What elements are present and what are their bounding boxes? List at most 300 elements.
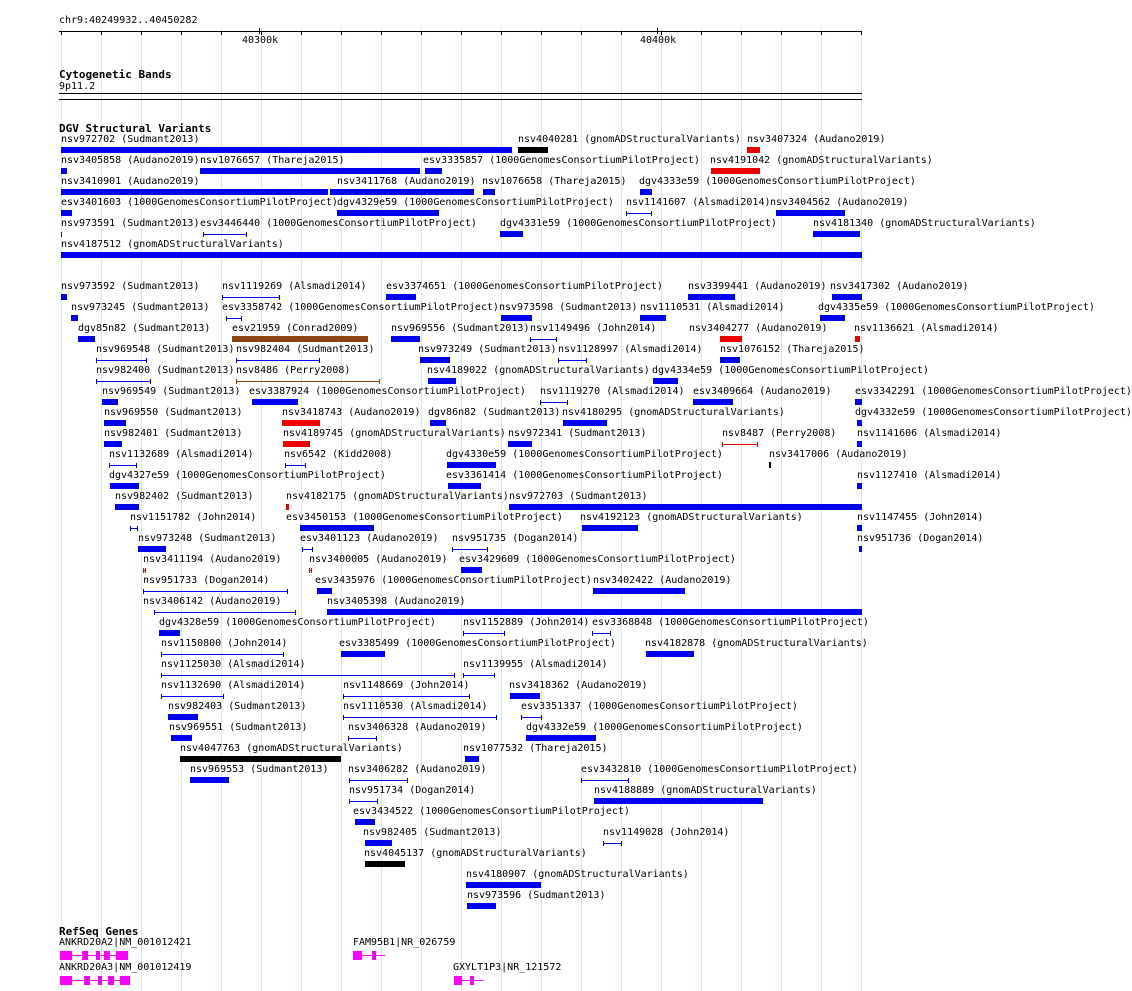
dgv-feature-bar[interactable]	[78, 336, 95, 342]
ruler-minor-tick	[661, 32, 662, 35]
dgv-feature-label[interactable]: esv3450153 (1000GenomesConsortiumPilotProject)	[286, 512, 563, 523]
dgv-feature-label[interactable]: esv3374651 (1000GenomesConsortiumPilotProject)	[386, 281, 663, 292]
dgv-feature-line[interactable]	[154, 612, 296, 613]
dgv-feature-label[interactable]: dgv4334e59 (1000GenomesConsortiumPilotProject)	[652, 365, 929, 376]
dgv-feature-label[interactable]: nsv1151782 (John2014)	[130, 512, 257, 523]
dgv-feature-label[interactable]: nsv3405398 (Audano2019)	[327, 596, 466, 607]
dgv-feature-label[interactable]: nsv3402422 (Audano2019)	[593, 575, 732, 586]
dgv-feature-bar[interactable]	[508, 441, 532, 447]
dgv-feature-line[interactable]	[236, 360, 320, 361]
dgv-feature-start-tick	[530, 337, 531, 342]
dgv-feature-bar[interactable]	[61, 147, 512, 153]
dgv-feature-label[interactable]: nsv3410901 (Audano2019)	[61, 176, 200, 187]
dgv-feature-bar[interactable]	[110, 483, 139, 489]
dgv-feature-label[interactable]: nsv973248 (Sudmant2013)	[138, 533, 277, 544]
dgv-feature-start-tick	[154, 610, 155, 615]
dgv-feature-label[interactable]: esv3385499 (1000GenomesConsortiumPilotProject)	[339, 638, 616, 649]
dgv-feature-line[interactable]	[558, 360, 587, 361]
cytoband-top-line	[59, 93, 862, 94]
dgv-feature-label[interactable]: nsv1149028 (John2014)	[603, 827, 730, 838]
dgv-feature-label[interactable]: esv3429609 (1000GenomesConsortiumPilotProject)	[459, 554, 736, 565]
dgv-feature-end-tick	[150, 379, 151, 384]
ruler-minor-tick	[261, 32, 262, 35]
dgv-feature-end-tick	[504, 631, 505, 636]
dgv-feature-label[interactable]: nsv4181340 (gnomADStructuralVariants)	[813, 218, 1036, 229]
dgv-feature-line[interactable]	[143, 591, 288, 592]
dgv-feature-label[interactable]: nsv1119269 (Alsmadi2014)	[222, 281, 367, 292]
dgv-feature-label[interactable]: nsv969553 (Sudmant2013)	[190, 764, 329, 775]
dgv-feature-label[interactable]: nsv4192123 (gnomADStructuralVariants)	[580, 512, 803, 523]
dgv-feature-start-tick	[452, 547, 453, 552]
dgv-feature-bar[interactable]	[102, 399, 118, 405]
dgv-feature-label[interactable]: nsv982402 (Sudmant2013)	[115, 491, 254, 502]
dgv-feature-line[interactable]	[581, 780, 629, 781]
cytoband-label[interactable]: 9p11.2	[59, 81, 96, 92]
dgv-feature-line[interactable]	[343, 717, 497, 718]
dgv-feature-bar[interactable]	[327, 609, 862, 615]
dgv-feature-start-tick	[540, 400, 541, 405]
dgv-feature-bar[interactable]	[61, 252, 862, 258]
dgv-feature-label[interactable]: nsv982403 (Sudmant2013)	[168, 701, 307, 712]
dgv-feature-label[interactable]: nsv3418362 (Audano2019)	[509, 680, 648, 691]
dgv-feature-label[interactable]: nsv1149496 (John2014)	[530, 323, 657, 334]
dgv-feature-bar[interactable]	[391, 336, 420, 342]
dgv-feature-end-tick	[223, 694, 224, 699]
dgv-feature-label[interactable]: nsv973598 (Sudmant2013)	[499, 302, 638, 313]
dgv-feature-label[interactable]: nsv973592 (Sudmant2013)	[61, 281, 200, 292]
dgv-feature-label[interactable]: nsv4189745 (gnomADStructuralVariants)	[283, 428, 506, 439]
dgv-feature-bar[interactable]	[283, 441, 310, 447]
dgv-feature-label[interactable]: nsv969548 (Sudmant2013)	[96, 344, 235, 355]
dgv-feature-line[interactable]	[603, 843, 622, 844]
dgv-feature-line[interactable]	[96, 360, 147, 361]
dgv-feature-label[interactable]: nsv969549 (Sudmant2013)	[102, 386, 241, 397]
dgv-feature-label[interactable]: dgv86n82 (Sudmant2013)	[428, 407, 561, 418]
dgv-feature-bar[interactable]	[646, 651, 694, 657]
dgv-feature-label[interactable]: nsv3404277 (Audano2019)	[689, 323, 828, 334]
ruler-tick-40300k: 40300k	[242, 35, 279, 46]
dgv-feature-bar[interactable]	[286, 504, 289, 510]
ruler-minor-tick	[701, 32, 702, 35]
dgv-feature-bar[interactable]	[563, 420, 607, 426]
dgv-feature-label[interactable]: nsv4182878 (gnomADStructuralVariants)	[645, 638, 868, 649]
dgv-feature-label[interactable]: esv3351337 (1000GenomesConsortiumPilotProject)	[521, 701, 798, 712]
dgv-feature-end-tick	[137, 526, 138, 531]
dgv-feature-end-tick	[556, 337, 557, 342]
dgv-feature-bar[interactable]	[115, 504, 139, 510]
dgv-feature-label[interactable]: dgv4332e59 (1000GenomesConsortiumPilotProject)	[526, 722, 803, 733]
dgv-feature-label[interactable]: nsv3400005 (Audano2019)	[309, 554, 448, 565]
ruler-location: chr9:40249932..40450282	[59, 15, 198, 26]
ruler-minor-tick	[341, 32, 342, 35]
dgv-feature-label[interactable]: nsv1110530 (Alsmadi2014)	[343, 701, 488, 712]
dgv-feature-start-tick	[309, 568, 310, 573]
dgv-feature-label[interactable]: nsv1128997 (Alsmadi2014)	[558, 344, 703, 355]
ruler-minor-tick	[461, 32, 462, 35]
dgv-feature-label[interactable]: nsv972702 (Sudmant2013)	[61, 134, 200, 145]
dgv-feature-start-tick	[143, 568, 144, 573]
dgv-feature-line[interactable]	[343, 696, 470, 697]
refseq-gene-exon[interactable]	[98, 976, 102, 985]
dgv-feature-label[interactable]: nsv1147455 (John2014)	[857, 512, 984, 523]
dgv-feature-bar[interactable]	[500, 231, 523, 237]
ruler-minor-tick	[61, 32, 62, 35]
dgv-feature-start-tick	[349, 799, 350, 804]
dgv-feature-line[interactable]	[626, 213, 652, 214]
dgv-feature-label[interactable]: nsv1136621 (Alsmadi2014)	[854, 323, 999, 334]
dgv-feature-label[interactable]: nsv4191042 (gnomADStructuralVariants)	[710, 155, 933, 166]
dgv-feature-bar[interactable]	[640, 315, 666, 321]
dgv-feature-bar[interactable]	[769, 462, 771, 468]
dgv-feature-bar[interactable]	[857, 441, 862, 447]
dgv-feature-bar[interactable]	[653, 378, 678, 384]
dgv-feature-label[interactable]: nsv973245 (Sudmant2013)	[71, 302, 210, 313]
dgv-feature-label[interactable]: esv3401603 (1000GenomesConsortiumPilotProject)	[61, 197, 338, 208]
dgv-feature-line[interactable]	[349, 780, 408, 781]
dgv-feature-bar[interactable]	[640, 189, 652, 195]
dgv-feature-line[interactable]	[203, 234, 247, 235]
dgv-feature-bar[interactable]	[355, 819, 375, 825]
dgv-feature-bar[interactable]	[61, 168, 67, 174]
dgv-feature-bar[interactable]	[386, 294, 416, 300]
dgv-feature-bar[interactable]	[465, 756, 479, 762]
dgv-feature-label[interactable]: dgv4328e59 (1000GenomesConsortiumPilotProject)	[159, 617, 436, 628]
dgv-feature-label[interactable]: nsv4189022 (gnomADStructuralVariants)	[427, 365, 650, 376]
dgv-feature-label[interactable]: dgv4332e59 (1000GenomesConsortiumPilotProject)	[855, 407, 1132, 418]
dgv-feature-bar[interactable]	[365, 861, 405, 867]
dgv-feature-label[interactable]: nsv973591 (Sudmant2013)	[61, 218, 200, 229]
dgv-feature-bar[interactable]	[341, 651, 385, 657]
dgv-feature-label[interactable]: nsv3406142 (Audano2019)	[143, 596, 282, 607]
dgv-feature-label[interactable]: esv3335857 (1000GenomesConsortiumPilotProject)	[423, 155, 700, 166]
dgv-feature-label[interactable]: nsv1139955 (Alsmadi2014)	[463, 659, 608, 670]
dgv-feature-label[interactable]: nsv1076658 (Thareja2015)	[482, 176, 627, 187]
dgv-feature-bar[interactable]	[467, 903, 496, 909]
dgv-feature-line[interactable]	[109, 465, 137, 466]
dgv-feature-label[interactable]: nsv4045137 (gnomADStructuralVariants)	[364, 848, 587, 859]
dgv-feature-line[interactable]	[348, 738, 377, 739]
ruler-major-tick	[259, 28, 260, 34]
dgv-feature-bar[interactable]	[859, 546, 862, 552]
dgv-feature-end-tick	[287, 589, 288, 594]
refseq-gene-exon[interactable]	[372, 951, 376, 960]
refseq-gene-exon[interactable]	[104, 951, 110, 960]
refseq-gene-exon[interactable]	[60, 976, 72, 985]
dgv-feature-bar[interactable]	[501, 315, 532, 321]
dgv-feature-label[interactable]: dgv4331e59 (1000GenomesConsortiumPilotProject)	[500, 218, 777, 229]
dgv-feature-start-tick	[348, 736, 349, 741]
dgv-feature-line[interactable]	[463, 675, 495, 676]
dgv-feature-line[interactable]	[452, 549, 488, 550]
dgv-feature-label[interactable]: nsv972341 (Sudmant2013)	[508, 428, 647, 439]
gridline	[101, 28, 102, 991]
dgv-feature-start-tick	[463, 673, 464, 678]
dgv-feature-label[interactable]: nsv951736 (Dogan2014)	[857, 533, 984, 544]
ruler-major-tick	[657, 28, 658, 34]
dgv-feature-bar[interactable]	[200, 168, 420, 174]
dgv-feature-bar[interactable]	[61, 189, 328, 195]
dgv-feature-bar[interactable]	[720, 357, 740, 363]
dgv-feature-end-tick	[651, 211, 652, 216]
dgv-feature-bar[interactable]	[337, 210, 439, 216]
dgv-feature-label[interactable]: esv3446440 (1000GenomesConsortiumPilotProject)	[200, 218, 477, 229]
dgv-feature-label[interactable]: nsv6542 (Kidd2008)	[284, 449, 393, 460]
dgv-feature-line[interactable]	[161, 696, 224, 697]
dgv-feature-label[interactable]: nsv1127410 (Alsmadi2014)	[857, 470, 1002, 481]
dgv-feature-bar[interactable]	[461, 567, 482, 573]
refseq-gene-label[interactable]: GXYLT1P3|NR_121572	[453, 962, 562, 973]
dgv-feature-label[interactable]: nsv1077532 (Thareja2015)	[463, 743, 608, 754]
refseq-gene-exon[interactable]	[60, 951, 72, 960]
refseq-gene-exon[interactable]	[116, 951, 128, 960]
dgv-feature-bar[interactable]	[582, 525, 638, 531]
dgv-feature-label[interactable]: nsv3417302 (Audano2019)	[830, 281, 969, 292]
dgv-feature-label[interactable]: esv3342291 (1000GenomesConsortiumPilotProject)	[855, 386, 1132, 397]
dgv-feature-label[interactable]: nsv1076152 (Thareja2015)	[720, 344, 865, 355]
dgv-feature-label[interactable]: nsv4040281 (gnomADStructuralVariants)	[518, 134, 741, 145]
refseq-gene-exon[interactable]	[96, 951, 100, 960]
dgv-feature-bar[interactable]	[855, 399, 862, 405]
refseq-gene-exon[interactable]	[470, 976, 474, 985]
dgv-feature-bar[interactable]	[171, 735, 192, 741]
dgv-feature-label[interactable]: nsv8487 (Perry2008)	[722, 428, 837, 439]
dgv-feature-label[interactable]: esv3387924 (1000GenomesConsortiumPilotProject)	[249, 386, 526, 397]
dgv-feature-label[interactable]: dgv85n82 (Sudmant2013)	[78, 323, 211, 334]
dgv-feature-label[interactable]: dgv4335e59 (1000GenomesConsortiumPilotProject)	[818, 302, 1095, 313]
dgv-feature-bar[interactable]	[720, 336, 742, 342]
dgv-feature-label[interactable]: esv3358742 (1000GenomesConsortiumPilotProject)	[222, 302, 499, 313]
dgv-feature-label[interactable]: nsv1110531 (Alsmadi2014)	[640, 302, 785, 313]
dgv-feature-bar[interactable]	[447, 462, 496, 468]
dgv-feature-line[interactable]	[592, 633, 611, 634]
dgv-feature-label[interactable]: nsv3411194 (Audano2019)	[143, 554, 282, 565]
dgv-feature-label[interactable]: esv21959 (Conrad2009)	[232, 323, 359, 334]
dgv-feature-label[interactable]: esv3434522 (1000GenomesConsortiumPilotProject)	[353, 806, 630, 817]
dgv-feature-bar[interactable]	[448, 483, 481, 489]
dgv-feature-bar[interactable]	[776, 210, 845, 216]
dgv-feature-line[interactable]	[349, 801, 378, 802]
dgv-feature-bar[interactable]	[747, 147, 760, 153]
dgv-feature-bar[interactable]	[232, 336, 368, 342]
dgv-feature-label[interactable]: dgv4329e59 (1000GenomesConsortiumPilotProject)	[337, 197, 614, 208]
dgv-feature-bar[interactable]	[317, 588, 332, 594]
dgv-feature-label[interactable]: esv3361414 (1000GenomesConsortiumPilotProject)	[446, 470, 723, 481]
dgv-feature-end-tick	[469, 694, 470, 699]
dgv-feature-bar[interactable]	[688, 294, 735, 300]
dgv-feature-label[interactable]: nsv4187512 (gnomADStructuralVariants)	[61, 239, 284, 250]
dgv-feature-bar[interactable]	[466, 882, 541, 888]
dgv-feature-label[interactable]: nsv4182175 (gnomADStructuralVariants)	[286, 491, 509, 502]
dgv-feature-bar[interactable]	[518, 147, 548, 153]
refseq-gene-exon[interactable]	[84, 976, 90, 985]
refseq-gene-label[interactable]: ANKRD20A3|NM_001012419	[59, 962, 192, 973]
ruler-minor-tick	[301, 32, 302, 35]
dgv-feature-start-tick	[558, 358, 559, 363]
dgv-feature-line[interactable]	[96, 381, 151, 382]
dgv-feature-label[interactable]: esv3368848 (1000GenomesConsortiumPilotProject)	[592, 617, 869, 628]
refseq-gene-exon[interactable]	[82, 951, 88, 960]
dgv-feature-bar[interactable]	[832, 294, 862, 300]
dgv-feature-bar[interactable]	[282, 420, 320, 426]
gridline	[181, 28, 182, 991]
dgv-feature-bar[interactable]	[857, 525, 862, 531]
dgv-feature-label[interactable]: nsv1076657 (Thareja2015)	[200, 155, 345, 166]
dgv-feature-bar[interactable]	[252, 399, 298, 405]
dgv-feature-line[interactable]	[463, 633, 505, 634]
dgv-feature-label[interactable]: nsv3407324 (Audano2019)	[747, 134, 886, 145]
dgv-feature-bar[interactable]	[61, 294, 67, 300]
cytoband-track-title: Cytogenetic Bands	[59, 68, 172, 81]
ruler-minor-tick	[741, 32, 742, 35]
dgv-feature-bar[interactable]	[159, 630, 180, 636]
dgv-feature-bar[interactable]	[857, 483, 862, 489]
dgv-feature-label[interactable]: dgv4330e59 (1000GenomesConsortiumPilotProject)	[446, 449, 723, 460]
dgv-feature-label[interactable]: nsv4180295 (gnomADStructuralVariants)	[562, 407, 785, 418]
dgv-feature-bar[interactable]	[138, 546, 166, 552]
dgv-feature-label[interactable]: nsv982401 (Sudmant2013)	[104, 428, 243, 439]
dgv-feature-line[interactable]	[540, 402, 568, 403]
dgv-feature-bar[interactable]	[104, 441, 122, 447]
dgv-feature-bar[interactable]	[711, 168, 760, 174]
dgv-feature-line[interactable]	[285, 465, 306, 466]
dgv-feature-bar[interactable]	[593, 588, 685, 594]
dgv-feature-label[interactable]: nsv1150800 (John2014)	[161, 638, 288, 649]
dgv-feature-bar[interactable]	[693, 399, 733, 405]
dgv-feature-line[interactable]	[161, 654, 284, 655]
dgv-feature-label[interactable]: nsv982404 (Sudmant2013)	[236, 344, 375, 355]
dgv-feature-bar[interactable]	[190, 777, 229, 783]
dgv-feature-bar[interactable]	[71, 315, 78, 321]
dgv-feature-label[interactable]: nsv951734 (Dogan2014)	[349, 785, 476, 796]
dgv-feature-label[interactable]: nsv3417006 (Audano2019)	[769, 449, 908, 460]
refseq-gene-exon[interactable]	[108, 976, 114, 985]
dgv-feature-label[interactable]: nsv982400 (Sudmant2013)	[96, 365, 235, 376]
dgv-feature-label[interactable]: nsv3405858 (Audano2019)	[61, 155, 200, 166]
dgv-feature-label[interactable]: nsv1119270 (Alsmadi2014)	[540, 386, 685, 397]
dgv-feature-label[interactable]: nsv1132690 (Alsmadi2014)	[161, 680, 306, 691]
dgv-feature-end-tick	[305, 463, 306, 468]
dgv-feature-label[interactable]: nsv973596 (Sudmant2013)	[467, 890, 606, 901]
dgv-feature-bar[interactable]	[526, 735, 596, 741]
dgv-feature-label[interactable]: nsv969550 (Sudmant2013)	[104, 407, 243, 418]
dgv-feature-label[interactable]: nsv3399441 (Audano2019)	[688, 281, 827, 292]
dgv-feature-label[interactable]: nsv969556 (Sudmant2013)	[391, 323, 530, 334]
dgv-feature-label[interactable]: nsv1141606 (Alsmadi2014)	[857, 428, 1002, 439]
dgv-feature-label[interactable]: nsv3406282 (Audano2019)	[348, 764, 487, 775]
cytoband-bottom-line	[59, 99, 862, 100]
dgv-feature-bar[interactable]	[420, 357, 450, 363]
dgv-feature-label[interactable]: nsv3418743 (Audano2019)	[282, 407, 421, 418]
refseq-gene-label[interactable]: ANKRD20A2|NM_001012421	[59, 937, 192, 948]
dgv-feature-label[interactable]: esv3409664 (Audano2019)	[693, 386, 832, 397]
dgv-feature-label[interactable]: nsv4180907 (gnomADStructuralVariants)	[466, 869, 689, 880]
refseq-track-title: RefSeq Genes	[59, 925, 139, 938]
dgv-track-title: DGV Structural Variants	[59, 122, 212, 135]
dgv-feature-line[interactable]	[722, 444, 758, 445]
dgv-feature-label[interactable]: dgv4333e59 (1000GenomesConsortiumPilotProject)	[639, 176, 916, 187]
dgv-feature-label[interactable]: nsv8486 (Perry2008)	[236, 365, 351, 376]
refseq-gene-label[interactable]: FAM95B1|NR_026759	[353, 937, 456, 948]
dgv-feature-label[interactable]: nsv3406328 (Audano2019)	[348, 722, 487, 733]
dgv-feature-label[interactable]: nsv4047763 (gnomADStructuralVariants)	[180, 743, 403, 754]
dgv-feature-line[interactable]	[236, 381, 380, 382]
dgv-feature-label[interactable]: nsv1141607 (Alsmadi2014)	[626, 197, 771, 208]
gridline	[421, 28, 422, 991]
dgv-feature-bar[interactable]	[425, 168, 442, 174]
dgv-feature-bar[interactable]	[855, 336, 860, 342]
dgv-feature-label[interactable]: nsv951735 (Dogan2014)	[452, 533, 579, 544]
dgv-feature-bar[interactable]	[820, 315, 845, 321]
gridline	[141, 28, 142, 991]
dgv-feature-bar[interactable]	[61, 210, 72, 216]
dgv-feature-bar[interactable]	[510, 693, 540, 699]
dgv-feature-start-tick	[236, 358, 237, 363]
dgv-feature-line[interactable]	[521, 717, 542, 718]
refseq-gene-exon[interactable]	[454, 976, 462, 985]
dgv-feature-start-tick	[161, 652, 162, 657]
dgv-feature-end-tick	[407, 778, 408, 783]
dgv-feature-bar[interactable]	[180, 756, 341, 762]
dgv-feature-bar[interactable]	[430, 420, 446, 426]
dgv-feature-bar[interactable]	[483, 189, 495, 195]
dgv-feature-line[interactable]	[161, 675, 455, 676]
dgv-feature-label[interactable]: nsv4188889 (gnomADStructuralVariants)	[594, 785, 817, 796]
dgv-feature-bar[interactable]	[594, 798, 763, 804]
dgv-feature-bar[interactable]	[428, 378, 456, 384]
refseq-gene-exon[interactable]	[120, 976, 130, 985]
dgv-feature-label[interactable]: esv3432810 (1000GenomesConsortiumPilotProject)	[581, 764, 858, 775]
dgv-feature-end-tick	[494, 673, 495, 678]
dgv-feature-label[interactable]: nsv973249 (Sudmant2013)	[418, 344, 557, 355]
dgv-feature-line[interactable]	[530, 339, 557, 340]
ruler-minor-tick	[541, 32, 542, 35]
ruler-minor-tick	[861, 32, 862, 35]
dgv-feature-label[interactable]: dgv4327e59 (1000GenomesConsortiumPilotProject)	[109, 470, 386, 481]
dgv-feature-bar[interactable]	[330, 189, 474, 195]
gridline	[461, 28, 462, 991]
dgv-feature-line[interactable]	[226, 318, 242, 319]
dgv-feature-label[interactable]: nsv1152889 (John2014)	[463, 617, 590, 628]
dgv-feature-label[interactable]: nsv3404562 (Audano2019)	[770, 197, 909, 208]
dgv-feature-bar[interactable]	[813, 231, 860, 237]
dgv-feature-start-tick	[236, 379, 237, 384]
dgv-feature-start-tick	[463, 631, 464, 636]
dgv-feature-label[interactable]: nsv982405 (Sudmant2013)	[363, 827, 502, 838]
dgv-feature-bar[interactable]	[300, 525, 374, 531]
dgv-feature-end-tick	[61, 232, 62, 237]
dgv-feature-bar[interactable]	[104, 420, 126, 426]
dgv-feature-bar[interactable]	[857, 420, 862, 426]
dgv-feature-bar[interactable]	[365, 840, 392, 846]
dgv-feature-end-tick	[136, 463, 137, 468]
dgv-feature-label[interactable]: nsv1132689 (Alsmadi2014)	[109, 449, 254, 460]
dgv-feature-end-tick	[757, 442, 758, 447]
dgv-feature-label[interactable]: nsv972703 (Sudmant2013)	[509, 491, 648, 502]
dgv-feature-label[interactable]: nsv969551 (Sudmant2013)	[169, 722, 308, 733]
dgv-feature-line[interactable]	[222, 297, 280, 298]
dgv-feature-bar[interactable]	[168, 714, 198, 720]
refseq-gene-exon[interactable]	[353, 951, 362, 960]
dgv-feature-label[interactable]: nsv3411768 (Audano2019)	[337, 176, 476, 187]
dgv-feature-label[interactable]: nsv1148669 (John2014)	[343, 680, 470, 691]
dgv-feature-end-tick	[312, 547, 313, 552]
ruler-minor-tick	[501, 32, 502, 35]
dgv-feature-label[interactable]: esv3435976 (1000GenomesConsortiumPilotProject)	[315, 575, 592, 586]
dgv-feature-label[interactable]: esv3401123 (Audano2019)	[300, 533, 439, 544]
dgv-feature-label[interactable]: nsv1125030 (Alsmadi2014)	[161, 659, 306, 670]
dgv-feature-label[interactable]: nsv951733 (Dogan2014)	[143, 575, 270, 586]
dgv-feature-bar[interactable]	[509, 504, 862, 510]
